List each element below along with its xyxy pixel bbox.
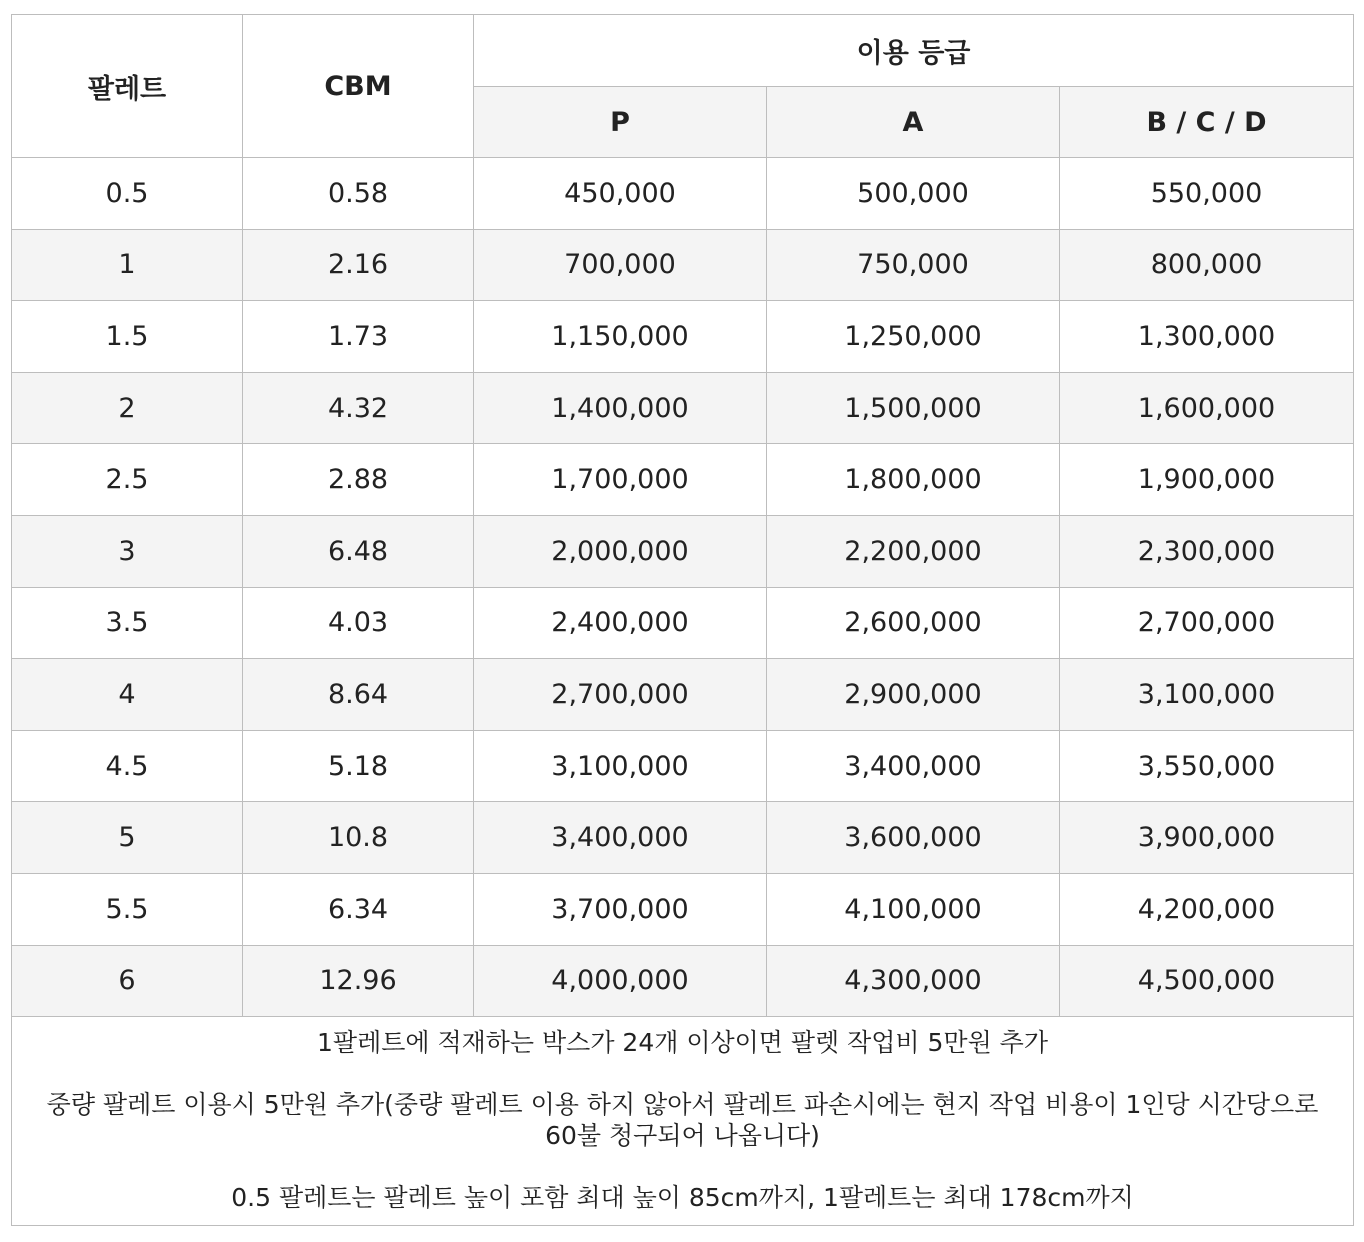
cell-p: 450,000 <box>474 158 767 230</box>
cell-a: 3,600,000 <box>767 802 1060 874</box>
table-row <box>12 730 1354 802</box>
cell-cbm: 4.32 <box>243 372 474 444</box>
cell-cbm: 4.03 <box>243 587 474 659</box>
cell-pallet: 4.5 <box>12 730 243 802</box>
cell-bcd: 4,200,000 <box>1060 873 1354 945</box>
cell-p: 4,000,000 <box>474 945 767 1017</box>
header-grade-group: 이용 등급 <box>474 15 1354 87</box>
header-grade-p: P <box>474 87 767 158</box>
cell-cbm: 2.16 <box>243 229 474 301</box>
cell-pallet: 6 <box>12 945 243 1017</box>
cell-a: 1,500,000 <box>767 372 1060 444</box>
cell-cbm: 0.58 <box>243 158 474 230</box>
table-row <box>12 873 1354 945</box>
cell-p: 3,700,000 <box>474 873 767 945</box>
pricing-table-container <box>11 14 1353 1226</box>
cell-bcd: 800,000 <box>1060 229 1354 301</box>
cell-p: 2,400,000 <box>474 587 767 659</box>
cell-pallet: 5.5 <box>12 873 243 945</box>
header-grade-bcd: B / C / D <box>1060 87 1354 158</box>
cell-p: 3,100,000 <box>474 730 767 802</box>
cell-pallet: 3 <box>12 515 243 587</box>
pricing-table <box>11 14 1354 1226</box>
cell-pallet: 1.5 <box>12 301 243 373</box>
cell-a: 4,100,000 <box>767 873 1060 945</box>
cell-a: 2,900,000 <box>767 659 1060 731</box>
cell-cbm: 2.88 <box>243 444 474 516</box>
cell-a: 1,800,000 <box>767 444 1060 516</box>
table-row <box>12 945 1354 1017</box>
cell-a: 2,600,000 <box>767 587 1060 659</box>
cell-p: 3,400,000 <box>474 802 767 874</box>
cell-bcd: 1,300,000 <box>1060 301 1354 373</box>
header-pallet: 팔레트 <box>12 15 243 158</box>
cell-bcd: 4,500,000 <box>1060 945 1354 1017</box>
cell-a: 4,300,000 <box>767 945 1060 1017</box>
cell-pallet: 5 <box>12 802 243 874</box>
header-cbm: CBM <box>243 15 474 158</box>
cell-pallet: 4 <box>12 659 243 731</box>
table-row <box>12 372 1354 444</box>
header-grade-a: A <box>767 87 1060 158</box>
table-row <box>12 444 1354 516</box>
cell-p: 1,700,000 <box>474 444 767 516</box>
table-row <box>12 229 1354 301</box>
table-row <box>12 515 1354 587</box>
table-row <box>12 802 1354 874</box>
cell-a: 2,200,000 <box>767 515 1060 587</box>
cell-bcd: 1,600,000 <box>1060 372 1354 444</box>
cell-bcd: 2,300,000 <box>1060 515 1354 587</box>
note-3: 0.5 팔레트는 팔레트 높이 포함 최대 높이 85cm까지, 1팔레트는 최대 178cm까지 <box>231 1183 1134 1213</box>
cell-cbm: 1.73 <box>243 301 474 373</box>
cell-p: 2,000,000 <box>474 515 767 587</box>
cell-cbm: 6.34 <box>243 873 474 945</box>
cell-p: 1,150,000 <box>474 301 767 373</box>
cell-bcd: 1,900,000 <box>1060 444 1354 516</box>
table-row <box>12 301 1354 373</box>
cell-pallet: 2.5 <box>12 444 243 516</box>
note-2: 중량 팔레트 이용시 5만원 추가(중량 팔레트 이용 하지 않아서 팔레트 파손시에는 현지 작업 비용이 1인당 시간당으로 60불 청구되어 나옵니다) <box>46 1090 1319 1151</box>
cell-bcd: 550,000 <box>1060 158 1354 230</box>
cell-p: 2,700,000 <box>474 659 767 731</box>
cell-bcd: 3,550,000 <box>1060 730 1354 802</box>
cell-p: 700,000 <box>474 229 767 301</box>
cell-a: 1,250,000 <box>767 301 1060 373</box>
cell-cbm: 10.8 <box>243 802 474 874</box>
table-row <box>12 587 1354 659</box>
table-row <box>12 158 1354 230</box>
cell-pallet: 2 <box>12 372 243 444</box>
cell-cbm: 5.18 <box>243 730 474 802</box>
cell-cbm: 8.64 <box>243 659 474 731</box>
note-1: 1팔레트에 적재하는 박스가 24개 이상이면 팔렛 작업비 5만원 추가 <box>317 1028 1048 1058</box>
cell-a: 500,000 <box>767 158 1060 230</box>
table-row <box>12 659 1354 731</box>
cell-cbm: 6.48 <box>243 515 474 587</box>
cell-bcd: 2,700,000 <box>1060 587 1354 659</box>
notes-cell <box>12 1017 1354 1226</box>
cell-bcd: 3,900,000 <box>1060 802 1354 874</box>
cell-a: 3,400,000 <box>767 730 1060 802</box>
cell-p: 1,400,000 <box>474 372 767 444</box>
cell-cbm: 12.96 <box>243 945 474 1017</box>
cell-pallet: 3.5 <box>12 587 243 659</box>
cell-pallet: 1 <box>12 229 243 301</box>
cell-a: 750,000 <box>767 229 1060 301</box>
cell-bcd: 3,100,000 <box>1060 659 1354 731</box>
cell-pallet: 0.5 <box>12 158 243 230</box>
